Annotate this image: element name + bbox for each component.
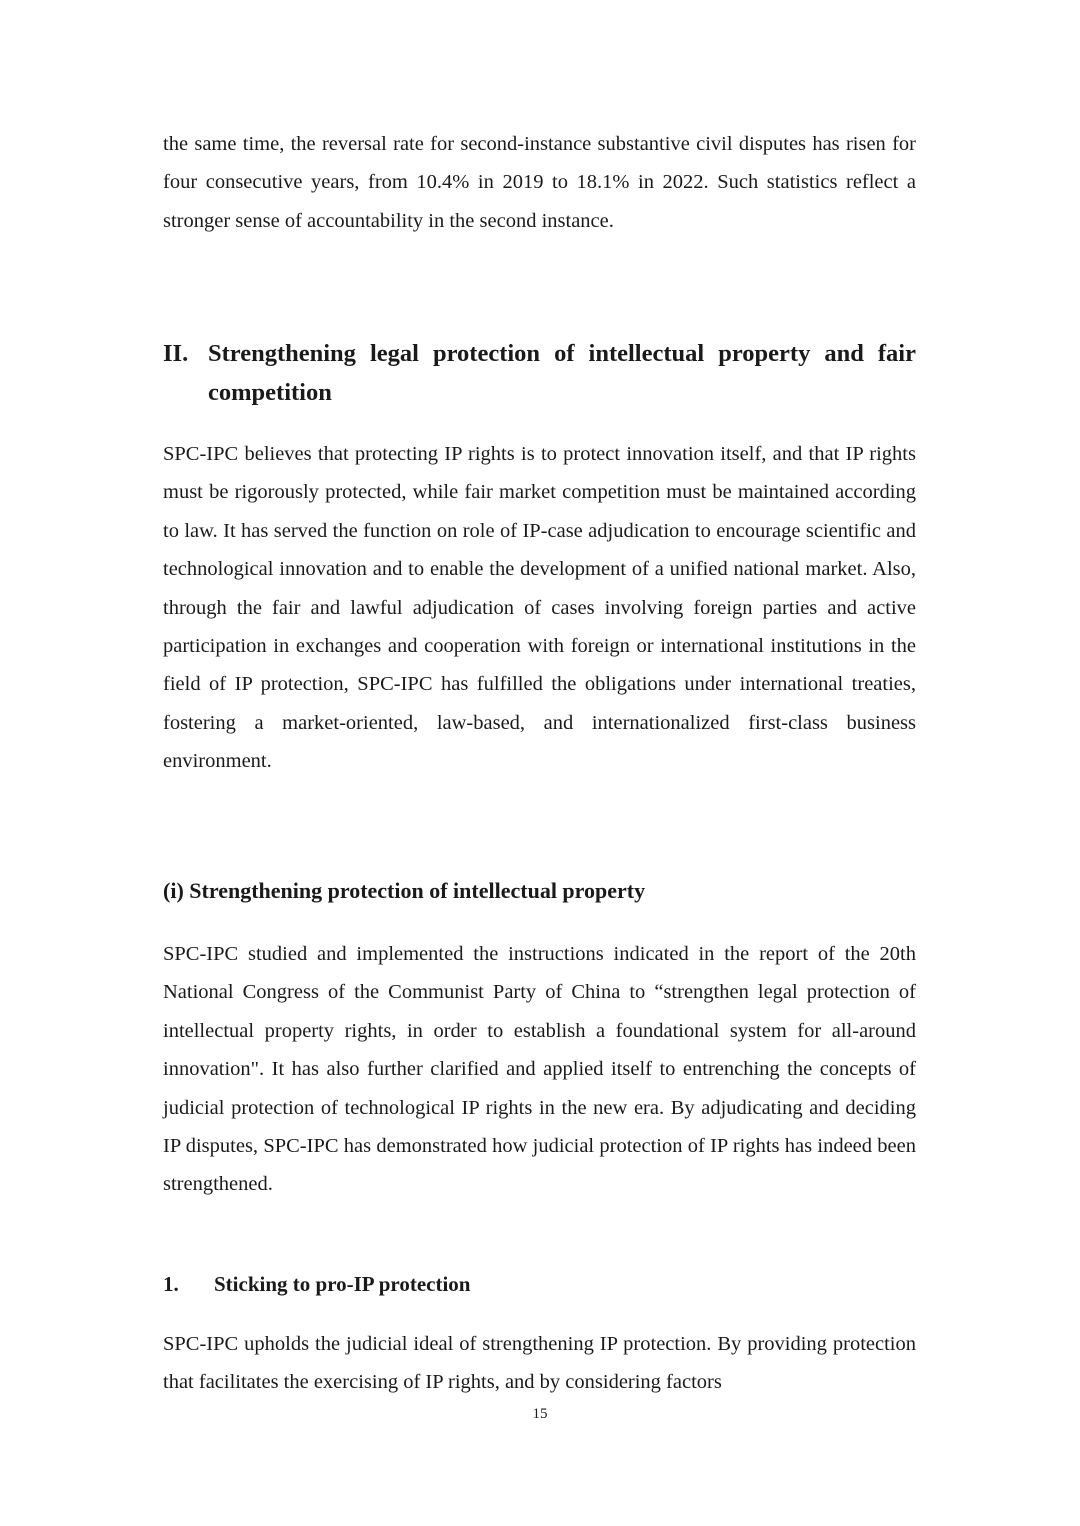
section-number: II. bbox=[163, 340, 189, 367]
section-paragraph: SPC-IPC believes that protecting IP rights is to protect innovation itself, and that IP rights must be rigorously protected, while fair market competition must be maintained according to law. It has served the function on role of IP-case adjudication to encourage scientific and technological innovation and to enable the development of a unified national market. Also, through the fair and lawful adjudication of cases involving foreign parties and active participation in exchanges and cooperation with foreign or international institutions in the field of IP protection, SPC-IPC has fulfilled the obligations under international treaties, fostering a market-oriented, law-based, and internationalized first-class business environment. bbox=[163, 443, 916, 773]
subsection-heading: (i) Strengthening protection of intellectual property bbox=[163, 878, 646, 903]
section-title: Strengthening legal protection of intellectual property and fair competition bbox=[208, 340, 916, 406]
item-paragraph: SPC-IPC upholds the judicial ideal of strengthening IP protection. By providing protection that facilitates the exercising of IP rights, and by considering factors bbox=[163, 1333, 916, 1394]
page-number: 15 bbox=[532, 1406, 548, 1422]
subsection-paragraph: SPC-IPC studied and implemented the instructions indicated in the report of the 20th National Congress of the Communist Party of China to “strengthen legal protection of intellectual property rights, in order to establish a foundational system for all-around innovation". It has also further clarified and applied itself to entrenching the concepts of judicial protection of technological IP rights in the new era. By adjudicating and deciding IP disputes, SPC-IPC has demonstrated how judicial protection of IP rights has indeed been strengthened. bbox=[163, 943, 916, 1196]
item-number: 1. bbox=[163, 1272, 179, 1296]
section-heading bbox=[163, 334, 916, 412]
item-title: Sticking to pro-IP protection bbox=[214, 1272, 471, 1296]
intro-paragraph: the same time, the reversal rate for second-instance substantive civil disputes has risen for four consecutive years, from 10.4% in 2019 to 18.1% in 2022. Such statistics reflect a stronger sense of accountability in the second instance. bbox=[163, 133, 916, 232]
